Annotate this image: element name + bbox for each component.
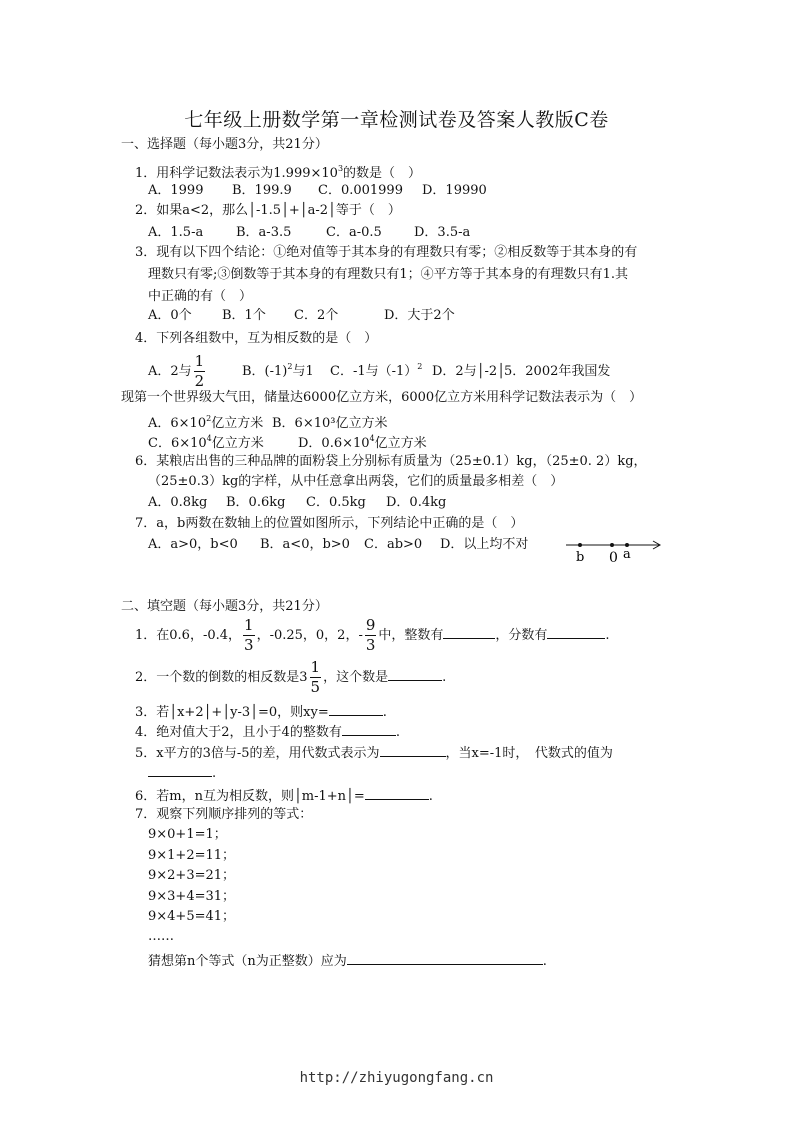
fraction: $\frac{1}{5}$	[310, 658, 321, 696]
s2-q5-line1: 5．x平方的3倍与-5的差，用代数式表示为 ，当x=-1时， 代数式的值为	[135, 743, 613, 763]
s1-q5-stem-start: 5．2002年我国发	[504, 364, 611, 379]
option-a: A．1999	[148, 183, 204, 198]
option-a: A．0.8kg	[148, 495, 208, 510]
answer-blank[interactable]	[347, 951, 543, 965]
footer-url[interactable]: http://zhiyugongfang.cn	[299, 1070, 494, 1086]
s1-q4-options	[148, 350, 610, 389]
label-b: b	[576, 550, 585, 565]
option-b: B．a<0，b>0	[260, 537, 350, 552]
s1-q5-line2: 现第一个世界级大气田，储量达6000亿立方米，6000亿立方米用科学记数法表示为（ ）	[121, 390, 643, 405]
equation-line: 9×1+2=11；	[148, 848, 236, 863]
s1-q1-options	[148, 182, 487, 200]
option-b: B．$(-1)^2$与1	[242, 362, 314, 379]
option-a: A．$6\times 10^2$亿立方米	[148, 414, 264, 431]
option-d: D．$0.6\times 10^4$亿立方米	[298, 434, 427, 451]
answer-blank[interactable]	[148, 763, 212, 777]
s1-q6-line1: 6．某粮店出售的三种品牌的面粉袋上分别标有质量为（25±0.1）kg，（25±0. 2）kg，	[135, 454, 647, 469]
s1-q2-options	[148, 224, 470, 242]
s1-q6-options	[148, 494, 446, 512]
option-d: D．3.5-a	[414, 225, 471, 240]
option-d: D．0.4kg	[386, 495, 447, 510]
s2-q5-line2: .	[148, 763, 216, 783]
answer-blank[interactable]	[547, 625, 605, 639]
equation-line: 9×0+1=1；	[148, 827, 227, 842]
s1-q6-line2: （25±0.3）kg的字样，从中任意拿出两袋，它们的质量最多相差（ ）	[148, 474, 564, 489]
number-line-figure	[560, 535, 670, 567]
s1-q3-line3: 中正确的有（ ）	[148, 289, 253, 304]
option-c: C．-1与$(-1)^2$	[330, 362, 423, 379]
option-a: A．0个	[148, 308, 192, 323]
section1-heading: 一、选择题（每小题3分，共21分）	[121, 137, 328, 152]
s2-q7-intro: 7．观察下列顺序排列的等式：	[135, 807, 313, 822]
option-d: D．19990	[422, 183, 487, 198]
option-b: B．1个	[222, 308, 266, 323]
option-a: A．1.5-a	[148, 225, 204, 240]
point-zero	[610, 543, 614, 547]
s1-q7-stem: 7．a，b两数在数轴上的位置如图所示，下列结论中正确的是（ ）	[135, 516, 524, 531]
equation-line: 9×2+3=21；	[148, 868, 236, 883]
answer-blank[interactable]	[365, 786, 429, 800]
s1-q4-stem: 4．下列各组数中，互为相反数的是（ ）	[135, 331, 378, 346]
s1-q5-options-row2	[148, 430, 427, 453]
s2-q3: 3．若│x+2│+│y-3│=0，则xy= .	[135, 702, 387, 722]
point-b	[578, 543, 582, 547]
ellipsis: ……	[148, 929, 174, 944]
fraction: $\frac{1}{3}$	[244, 616, 254, 654]
option-b: B．6×10³亿立方米	[272, 416, 388, 431]
option-d: D．大于2个	[384, 308, 455, 323]
s1-q1-stem: 1．用科学记数法表示为$1.999\times 10^3$的数是（ ）	[135, 164, 422, 181]
option-b: B．0.6kg	[226, 495, 286, 510]
s1-q2-stem: 2．如果a<2，那么│-1.5│+│a-2│等于（ ）	[135, 203, 401, 218]
label-zero: 0	[609, 550, 618, 566]
s2-q7-guess: 猜想第n个等式（n为正整数）应为 .	[148, 951, 547, 971]
answer-blank[interactable]	[342, 722, 396, 736]
fraction: $\frac{9}{3}$	[365, 616, 376, 654]
option-d: D．2与│-2│	[432, 364, 506, 379]
s2-q1: 1．在0.6，-0.4， $\frac{1}{3}$ ，-0.25，0，2，- $\frac{9}{3}$ 中，整数有 ，分数有 .	[135, 616, 610, 654]
option-c: C．$6\times 10^4$亿立方米	[148, 434, 264, 451]
section2-heading: 二、填空题（每小题3分，共21分）	[121, 599, 328, 614]
s2-q4: 4．绝对值大于2，且小于4的整数有 .	[135, 722, 400, 742]
s1-q7-options	[148, 536, 528, 554]
option-b: B．199.9	[232, 183, 292, 198]
option-d: D．以上均不对	[440, 537, 529, 552]
label-a: a	[623, 547, 631, 562]
answer-blank[interactable]	[329, 702, 383, 716]
equation-line: 9×4+5=41；	[148, 909, 236, 924]
option-b: B．a-3.5	[236, 225, 292, 240]
equation-line: 9×3+4=31；	[148, 889, 236, 904]
option-c: C．0.5kg	[306, 495, 366, 510]
page-title: 七年级上册数学第一章检测试卷及答案人教版C卷	[184, 109, 609, 131]
option-c: C．2个	[294, 308, 339, 323]
s2-q2: 2．一个数的倒数的相反数是3 $\frac{1}{5}$ ，这个数是 .	[135, 658, 447, 696]
s2-q6: 6．若m，n互为相反数，则│m-1+n│= .	[135, 786, 433, 806]
answer-blank[interactable]	[388, 667, 442, 681]
option-c: C．ab>0	[364, 537, 423, 552]
answer-blank[interactable]	[380, 743, 446, 757]
s1-q3-line1: 3．现有以下四个结论：①绝对值等于其本身的有理数只有零；②相反数等于其本身的有	[135, 245, 638, 260]
option-a: A．a>0，b<0	[148, 537, 238, 552]
answer-blank[interactable]	[443, 625, 495, 639]
s1-q3-options	[148, 307, 455, 325]
option-a: A．2与 $\frac{1}{2}$	[148, 352, 205, 390]
s1-q3-line2: 理数只有零;③倒数等于其本身的有理数只有1；④平方等于其本身的有理数只有1.其	[148, 267, 629, 282]
option-c: C．0.001999	[318, 183, 403, 198]
fraction: $\frac{1}{2}$	[194, 352, 205, 390]
option-c: C．a-0.5	[326, 225, 382, 240]
